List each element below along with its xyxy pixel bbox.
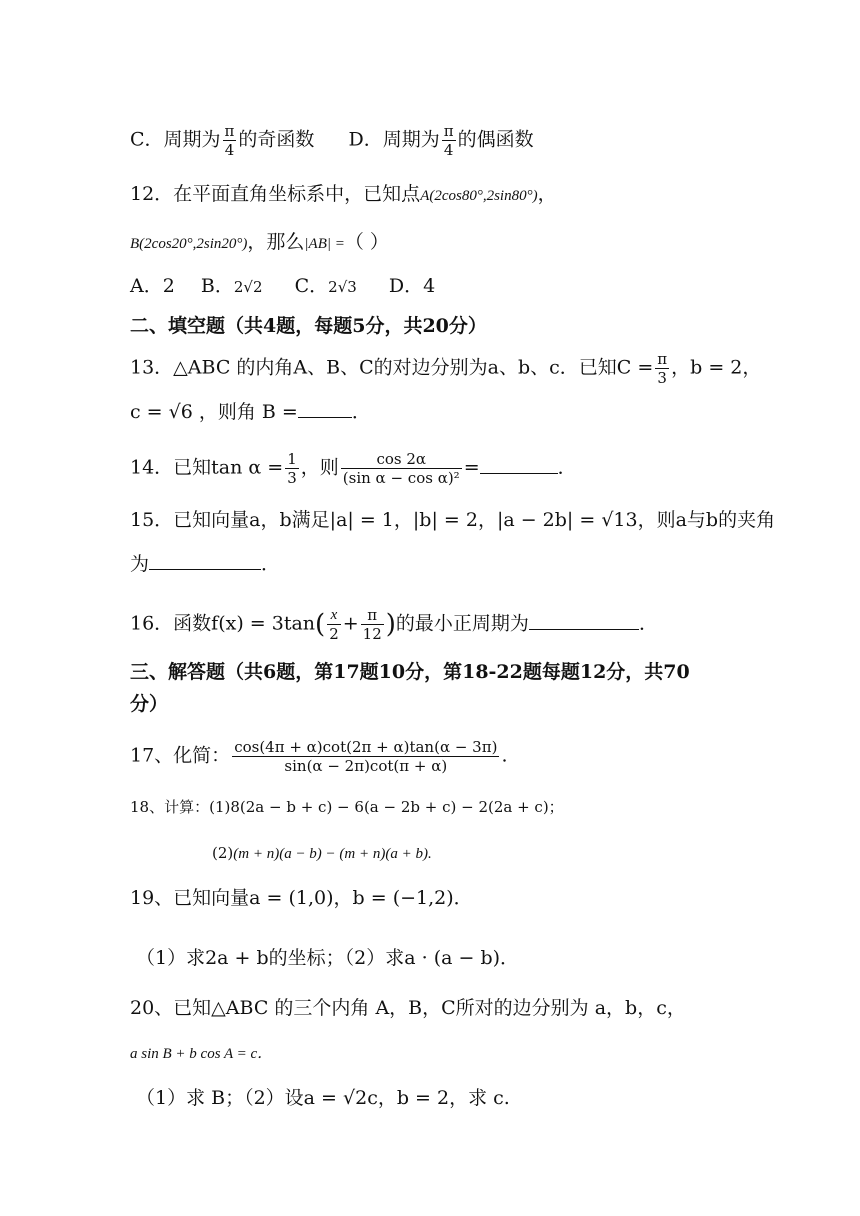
q19-line1: 19、已知向量a = (1,0)，b = (−1,2)．: [130, 887, 473, 909]
q16: 16．函数f(x) = 3tan( $\frac{x}{2}$ + $\frac{\pi}{12}$ )的最小正周期为 ．: [130, 606, 658, 643]
fraction: $\frac{\cos 2\alpha}{\text{(sin α − cos α)²}}$: [342, 450, 460, 487]
q19-line2: （1）求2a + b的坐标；（2）求a · (a − b)．: [136, 947, 520, 969]
fraction: $\frac{\pi}{4}$: [443, 122, 454, 159]
fraction: $\frac{\cos(4\pi + \alpha)\cot(2\pi + \alpha)\tan(\alpha - 3\pi)}{\sin(\alpha - 2\pi)\cot(\pi + \alpha)}$: [234, 738, 498, 775]
q15-line2: 为 ．: [130, 553, 281, 575]
q15-line1: 15．已知向量a，b满足|a| = 1，|b| = 2，|a − 2b| = √13，则a与b的夹角: [130, 509, 776, 531]
answer-blank[interactable]: [149, 551, 261, 570]
q18-part1: 18、计算：(1)8(2a − b + c) − 6(a − 2b + c) − 2(2a + c)；: [130, 798, 564, 816]
q12-line2: B(2cos20°,2sin20°)，那么|AB| =（ ）: [130, 231, 389, 253]
section-2-title: 二、填空题（共4题，每题5分，共20分）: [130, 315, 487, 337]
q20-line3: （1）求 B；（2）设a = √2c，b = 2，求 c.: [136, 1087, 510, 1109]
q12-line1: 12．在平面直角坐标系中，已知点A(2cos80°,2sin80°)，: [130, 183, 557, 205]
q20-line1: 20、已知△ABC 的三个内角 A，B，C所对的边分别为 a，b，c，: [130, 997, 686, 1019]
section-3-title: 三、解答题（共6题，第17题10分，第18-22题每题12分，共70: [130, 661, 690, 683]
answer-blank[interactable]: [480, 455, 558, 474]
answer-blank[interactable]: [529, 611, 639, 630]
q17: 17、化简： $\frac{\cos(4\pi + \alpha)\cot(2\pi + \alpha)\tan(\alpha - 3\pi)}{\sin(\alpha - 2\pi)\cot(\pi + \alpha)}$ .: [130, 738, 508, 775]
q12-options: A．2 B．2√2 C．2√3 D．4: [130, 275, 436, 297]
q18-part2: (2)(m + n)(a − b) − (m + n)(a + b).: [212, 844, 432, 862]
section-3-title-cont: 分）: [130, 693, 169, 715]
fraction: $\frac{\pi}{3}$: [657, 350, 668, 387]
fraction: $\frac{x}{2}$: [329, 607, 339, 643]
fraction: $\frac{\pi}{4}$: [224, 122, 235, 159]
fraction: $\frac{1}{3}$: [287, 450, 297, 487]
q14: 14．已知tan α = $\frac{1}{3}$ ，则 $\frac{\cos 2\alpha}{\text{(sin α − cos α)²}}$ = ．: [130, 450, 577, 487]
q13-line1: 13．△ABC 的内角A、B、C的对边分别为a、b、c．已知C = $\frac{\pi}{3}$ ，b = 2，: [130, 350, 762, 387]
answer-blank[interactable]: [298, 399, 352, 418]
q20-line2: a sin B + b cos A = c．: [130, 1046, 273, 1062]
fraction: $\frac{\pi}{12}$: [362, 606, 382, 643]
q13-line2: c = √6 ，则角 B = ．: [130, 401, 371, 423]
q11-options-cd: C．周期为 $\frac{\pi}{4}$ 的奇函数 D．周期为 $\frac{\pi}{4}$ 的偶函数: [130, 122, 534, 159]
